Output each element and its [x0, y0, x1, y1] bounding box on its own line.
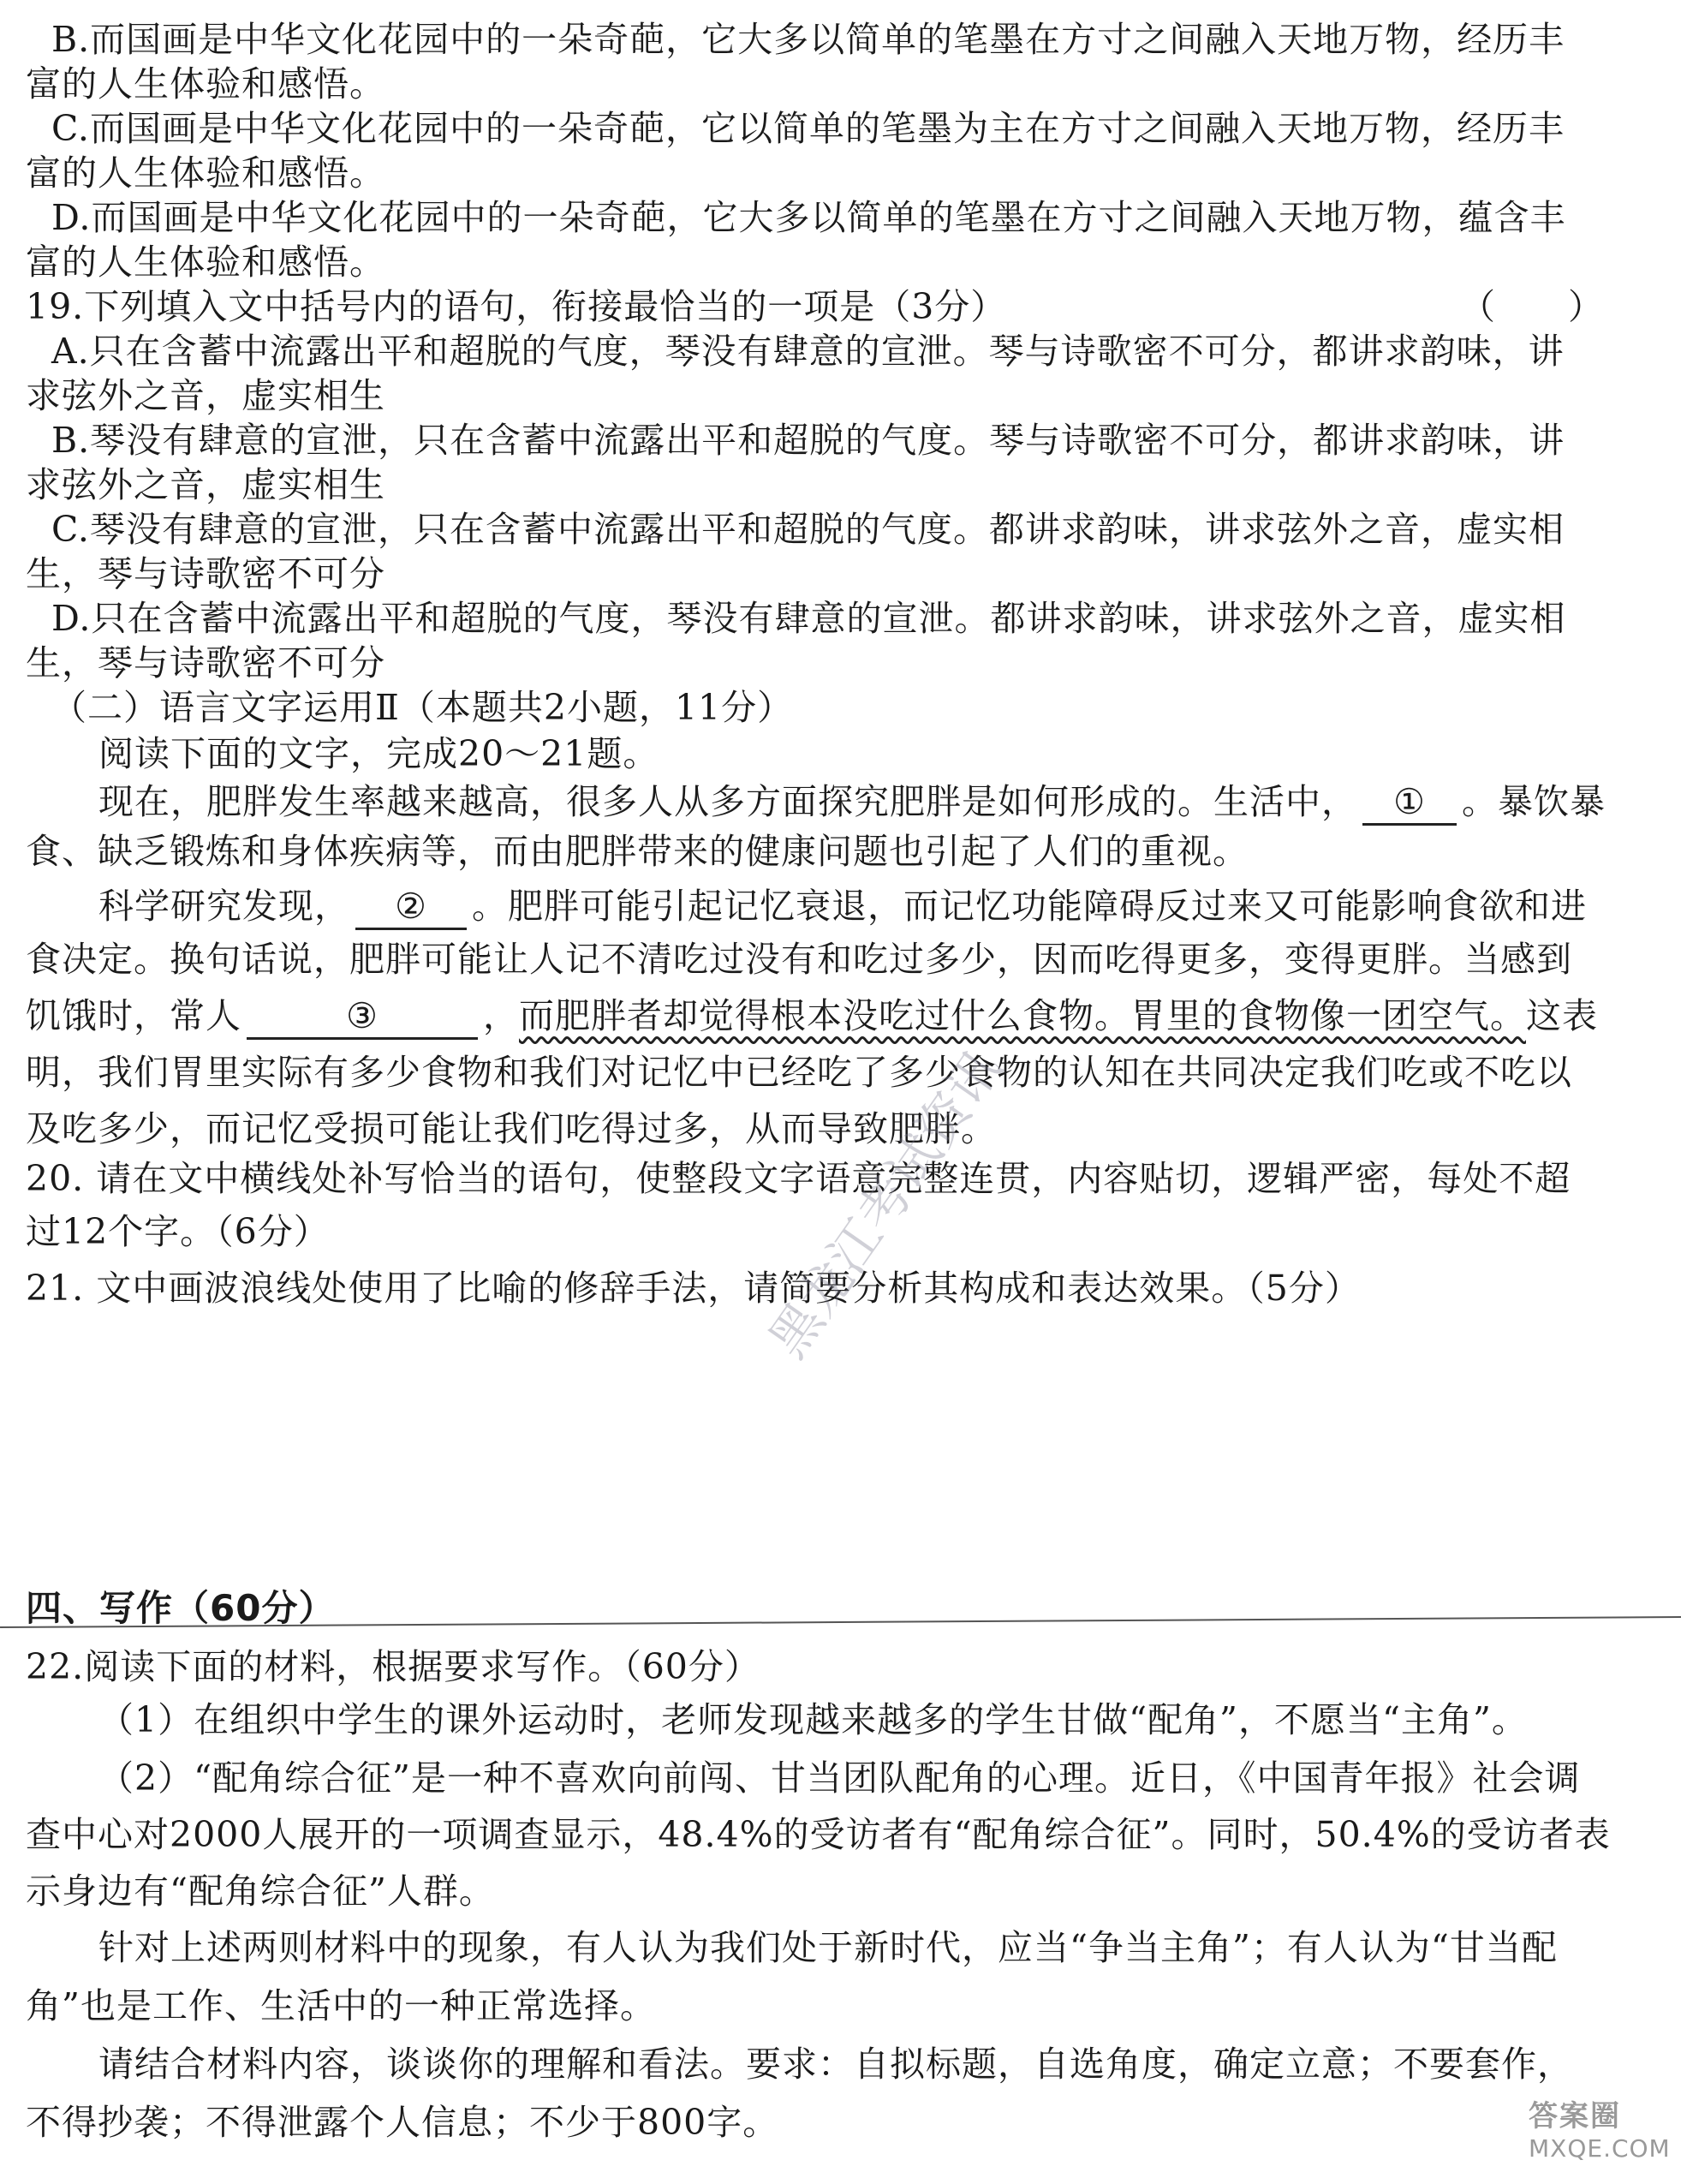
passage-text: ，	[483, 995, 519, 1036]
q19-option-b-line2: 求弦外之音，虚实相生	[26, 464, 385, 505]
passage-para2-line2: 食决定。换句话说，肥胖可能让人记不清吃过没有和吃过多少，因而吃得更多，变得更胖。当感到	[26, 939, 1572, 980]
site-logo	[1529, 2092, 1671, 2174]
q19-option-d-line2: 生，琴与诗歌密不可分	[26, 642, 385, 683]
passage-para2-line1	[98, 882, 1647, 930]
passage-text: 科学研究发现，	[98, 886, 350, 927]
q22-stem: 22.阅读下面的材料，根据要求写作。（60分）	[26, 1646, 760, 1687]
logo-text: 答案圈	[1529, 2099, 1621, 2133]
q21: 21. 文中画波浪线处使用了比喻的修辞手法，请简要分析其构成和表达效果。（5分）	[26, 1268, 1361, 1309]
material-2-line3: 示身边有“配角综合征”人群。	[26, 1871, 495, 1912]
passage-para2-line5: 及吃多少，而记忆受损可能让我们吃得过多，从而导致肥胖。	[26, 1108, 997, 1149]
passage-text: 。暴饮暴	[1462, 781, 1606, 822]
material-2-line2: 查中心对2000人展开的一项调查显示，48.4%的受访者有“配角综合征”。同时，50.4%的受访者表	[26, 1814, 1611, 1855]
material-2-line1: （2）“配角综合征”是一种不喜欢向前闯、甘当团队配角的心理。近日，《中国青年报》社会调	[98, 1757, 1581, 1799]
section-heading-language-use-2: （二）语言文字运用Ⅱ（本题共2小题，11分）	[51, 687, 794, 728]
passage-para1-line1	[98, 778, 1647, 826]
q18-option-c-line1: C.而国画是中华文化花园中的一朵奇葩，它以简单的笔墨为主在方寸之间融入天地万物，经历丰	[51, 108, 1565, 149]
q19-option-a-line1: A.只在含蓄中流露出平和超脱的气度，琴没有肆意的宣泄。琴与诗歌密不可分，都讲求韵味，讲	[51, 331, 1565, 372]
fill-blank-3[interactable]: ③	[247, 994, 478, 1040]
viewpoints-line1: 针对上述两则材料中的现象，有人认为我们处于新时代，应当“争当主角”；有人认为“甘当配	[98, 1927, 1558, 1968]
wavy-underlined-sentence: 而肥胖者却觉得根本没吃过什么食物。胃里的食物像一团空气。	[519, 995, 1526, 1036]
q18-option-b-line1: B.而国画是中华文化花园中的一朵奇葩，它大多以简单的笔墨在方寸之间融入天地万物，经历丰	[51, 19, 1565, 60]
answer-bracket: （ ）	[1460, 286, 1604, 327]
q19-stem-text: 19.下列填入文中括号内的语句，衔接最恰当的一项是（3分）	[26, 286, 1007, 327]
q19-stem	[26, 283, 1647, 331]
reading-instruction: 阅读下面的文字，完成20～21题。	[98, 733, 659, 774]
fill-blank-1[interactable]: ①	[1362, 780, 1457, 826]
logo-url: MXQE.COM	[1529, 2134, 1671, 2163]
q18-option-c-line2: 富的人生体验和感悟。	[26, 152, 385, 194]
requirements-line2: 不得抄袭；不得泄露个人信息；不少于800字。	[26, 2102, 779, 2143]
q18-option-b-line2: 富的人生体验和感悟。	[26, 63, 385, 104]
passage-text: 这表	[1526, 995, 1598, 1036]
fill-blank-2[interactable]: ②	[355, 885, 467, 930]
passage-text: 饥饿时，常人	[26, 995, 241, 1036]
watermark: 黑龙江考试资讯	[757, 1039, 1014, 1369]
requirements-line1: 请结合材料内容，谈谈你的理解和看法。要求：自拟标题，自选角度，确定立意；不要套作，	[98, 2044, 1573, 2085]
q19-option-b-line1: B.琴没有肆意的宣泄，只在含蓄中流露出平和超脱的气度。琴与诗歌密不可分，都讲求韵味，讲	[51, 420, 1565, 461]
section-heading-writing: 四、写作（60分）	[26, 1587, 336, 1629]
passage-para2-line3	[26, 992, 1647, 1040]
q20-line2: 过12个字。（6分）	[26, 1211, 330, 1252]
q19-option-c-line1: C.琴没有肆意的宣泄，只在含蓄中流露出平和超脱的气度。都讲求韵味，讲求弦外之音，虚实相	[51, 509, 1565, 550]
q18-option-d-line1: D.而国画是中华文化花园中的一朵奇葩，它大多以简单的笔墨在方寸之间融入天地万物，蕴含丰	[51, 197, 1566, 238]
q19-option-c-line2: 生，琴与诗歌密不可分	[26, 553, 385, 594]
q20-line1: 20. 请在文中横线处补写恰当的语句，使整段文字语意完整连贯，内容贴切，逻辑严密，每处不超	[26, 1158, 1571, 1199]
passage-text: 现在，肥胖发生率越来越高，很多人从多方面探究肥胖是如何形成的。生活中，	[98, 781, 1357, 822]
q19-option-a-line2: 求弦外之音，虚实相生	[26, 375, 385, 416]
passage-para1-line2: 食、缺乏锻炼和身体疾病等，而由肥胖带来的健康问题也引起了人们的重视。	[26, 831, 1249, 872]
passage-text: 。肥胖可能引起记忆衰退，而记忆功能障碍反过来又可能影响食欲和进	[472, 886, 1587, 927]
material-1: （1）在组织中学生的课外运动时，老师发现越来越多的学生甘做“配角”，不愿当“主角”。	[98, 1699, 1528, 1740]
q18-option-d-line2: 富的人生体验和感悟。	[26, 242, 385, 283]
viewpoints-line2: 角”也是工作、生活中的一种正常选择。	[26, 1985, 656, 2026]
passage-para2-line4: 明，我们胃里实际有多少食物和我们对记忆中已经吃了多少食物的认知在共同决定我们吃或不吃以	[26, 1052, 1572, 1093]
q19-option-d-line1: D.只在含蓄中流露出平和超脱的气度，琴没有肆意的宣泄。都讲求韵味，讲求弦外之音，虚实相	[51, 598, 1566, 639]
